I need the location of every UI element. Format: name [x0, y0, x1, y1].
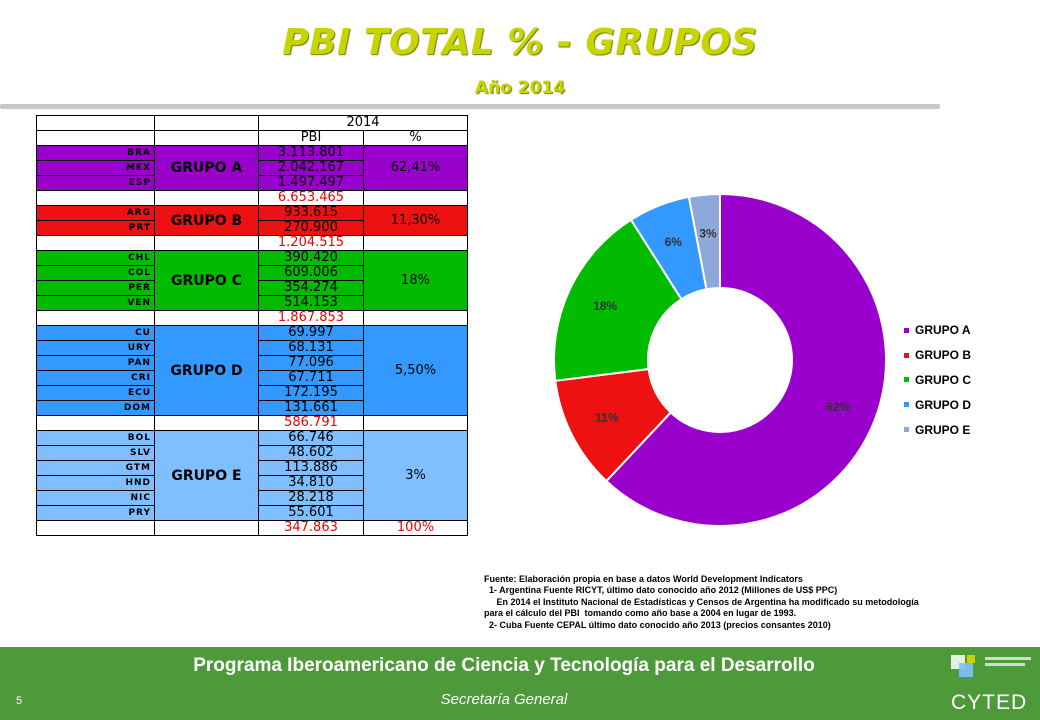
header-blank — [155, 116, 259, 131]
data-label: 6% — [664, 234, 682, 249]
source-line: Fuente: Elaboración propia en base a datos World Development Indicators — [484, 574, 803, 584]
source-line: En 2014 el Instituto Nacional de Estadísticas y Censos de Argentina ha modificado su metodología — [484, 596, 919, 607]
source-line: para el cálculo del PBI tomando como año base a 2004 en lugar de 1993. — [484, 608, 797, 619]
cyted-emblem-icon — [945, 651, 1037, 691]
legend-swatch — [904, 402, 909, 407]
group-total: 1.204.515 — [259, 236, 364, 251]
table-row — [37, 206, 468, 221]
group-total: 6.653.465 — [259, 191, 364, 206]
country-code: BOL — [37, 431, 155, 446]
group-total: 347.863 — [259, 521, 364, 536]
group-percent: 3% — [364, 431, 468, 521]
country-code: COL — [37, 266, 155, 281]
blank-cell — [155, 236, 259, 251]
country-pbi: 609.006 — [259, 266, 364, 281]
total-percent: 100% — [364, 521, 468, 536]
group-percent: 11,30% — [364, 206, 468, 236]
group-name: GRUPO B — [155, 206, 259, 236]
country-code: DOM — [37, 401, 155, 416]
source-note — [484, 574, 919, 631]
country-pbi: 28.218 — [259, 491, 364, 506]
country-pbi: 48.602 — [259, 446, 364, 461]
pbi-column-header: PBI — [259, 131, 364, 146]
legend-item — [904, 368, 971, 393]
year-header: 2014 — [259, 116, 468, 131]
country-code: SLV — [37, 446, 155, 461]
country-pbi: 390.420 — [259, 251, 364, 266]
blank-cell — [37, 236, 155, 251]
blank-cell — [155, 311, 259, 326]
country-code: VEN — [37, 296, 155, 311]
country-code: MEX — [37, 161, 155, 176]
blank-cell — [155, 521, 259, 536]
blank-cell — [364, 416, 468, 431]
program-name: Programa Iberoamericano de Ciencia y Tecnología para el Desarrollo — [193, 655, 815, 676]
country-pbi: 354.274 — [259, 281, 364, 296]
group-total-row — [37, 521, 468, 536]
legend-label: GRUPO C — [915, 372, 972, 387]
chart-legend — [904, 318, 971, 442]
country-code: PER — [37, 281, 155, 296]
country-pbi: 34.810 — [259, 476, 364, 491]
group-name: GRUPO E — [155, 431, 259, 521]
group-percent: 5,50% — [364, 326, 468, 416]
country-code: CU — [37, 326, 155, 341]
source-line: 2- Cuba Fuente CEPAL último dato conocido año 2013 (precios consantes 2010) — [484, 619, 831, 630]
legend-item — [904, 417, 971, 442]
data-label: 11% — [595, 410, 619, 425]
country-pbi: 113.886 — [259, 461, 364, 476]
group-total-row — [37, 236, 468, 251]
legend-swatch — [904, 353, 909, 358]
table-row — [37, 251, 468, 266]
header-blank — [155, 131, 259, 146]
blank-cell — [364, 236, 468, 251]
blank-cell — [37, 311, 155, 326]
group-name: GRUPO D — [155, 326, 259, 416]
header-blank — [37, 131, 155, 146]
country-pbi: 933.615 — [259, 206, 364, 221]
country-code: ECU — [37, 386, 155, 401]
country-pbi: 172.195 — [259, 386, 364, 401]
legend-item — [904, 318, 971, 343]
legend-label: GRUPO B — [915, 348, 972, 363]
country-code: HND — [37, 476, 155, 491]
table-row — [37, 326, 468, 341]
blank-cell — [37, 416, 155, 431]
cyted-logo — [945, 651, 1037, 717]
table-row — [37, 431, 468, 446]
title-divider — [0, 104, 940, 109]
country-code: NIC — [37, 491, 155, 506]
pbi-table — [36, 115, 468, 536]
blank-cell — [155, 416, 259, 431]
header-blank — [37, 116, 155, 131]
legend-swatch — [904, 328, 909, 333]
country-pbi: 55.601 — [259, 506, 364, 521]
group-percent: 62,41% — [364, 146, 468, 191]
logo-text: CYTED — [951, 691, 1028, 714]
data-label: 62% — [826, 399, 851, 414]
group-percent: 18% — [364, 251, 468, 311]
blank-cell — [364, 191, 468, 206]
legend-swatch — [904, 377, 909, 382]
group-total-row — [37, 311, 468, 326]
country-code: GTM — [37, 461, 155, 476]
source-line: 1- Argentina Fuente RICYT, último dato conocido año 2012 (Millones de US$ PPC) — [484, 585, 838, 596]
country-code: CRI — [37, 371, 155, 386]
country-code: BRA — [37, 146, 155, 161]
secretaria-label: Secretaría General — [440, 691, 568, 708]
country-pbi: 3.113.801 — [259, 146, 364, 161]
page-title: PBI TOTAL % - GRUPOS — [282, 22, 758, 63]
country-code: CHL — [37, 251, 155, 266]
group-name: GRUPO A — [155, 146, 259, 191]
country-code: PRT — [37, 221, 155, 236]
country-pbi: 1.497.497 — [259, 176, 364, 191]
group-name: GRUPO C — [155, 251, 259, 311]
legend-item — [904, 392, 971, 417]
country-pbi: 77.096 — [259, 356, 364, 371]
table-row — [37, 146, 468, 161]
data-label: 3% — [699, 226, 717, 241]
country-pbi: 67.711 — [259, 371, 364, 386]
legend-label: GRUPO E — [915, 422, 971, 437]
pct-column-header: % — [364, 131, 468, 146]
legend-swatch — [904, 427, 909, 432]
country-pbi: 514.153 — [259, 296, 364, 311]
blank-cell — [37, 191, 155, 206]
page-number: 5 — [16, 695, 23, 707]
legend-label: GRUPO D — [915, 397, 972, 412]
legend-item — [904, 343, 971, 368]
blank-cell — [155, 191, 259, 206]
country-pbi: 131.661 — [259, 401, 364, 416]
footer-bar — [0, 647, 1040, 720]
country-pbi: 2.042.167 — [259, 161, 364, 176]
group-total: 1.867.853 — [259, 311, 364, 326]
page-subtitle: Año 2014 — [474, 78, 566, 98]
group-total-row — [37, 416, 468, 431]
country-pbi: 69.997 — [259, 326, 364, 341]
group-total: 586.791 — [259, 416, 364, 431]
country-pbi: 66.746 — [259, 431, 364, 446]
data-label: 18% — [593, 298, 618, 313]
blank-cell — [364, 311, 468, 326]
country-code: ESP — [37, 176, 155, 191]
country-code: ARG — [37, 206, 155, 221]
country-code: PAN — [37, 356, 155, 371]
group-total-row — [37, 191, 468, 206]
country-code: URY — [37, 341, 155, 356]
donut-chart — [480, 140, 900, 560]
legend-label: GRUPO A — [915, 323, 971, 338]
blank-cell — [37, 521, 155, 536]
country-pbi: 270.900 — [259, 221, 364, 236]
country-code: PRY — [37, 506, 155, 521]
country-pbi: 68.131 — [259, 341, 364, 356]
